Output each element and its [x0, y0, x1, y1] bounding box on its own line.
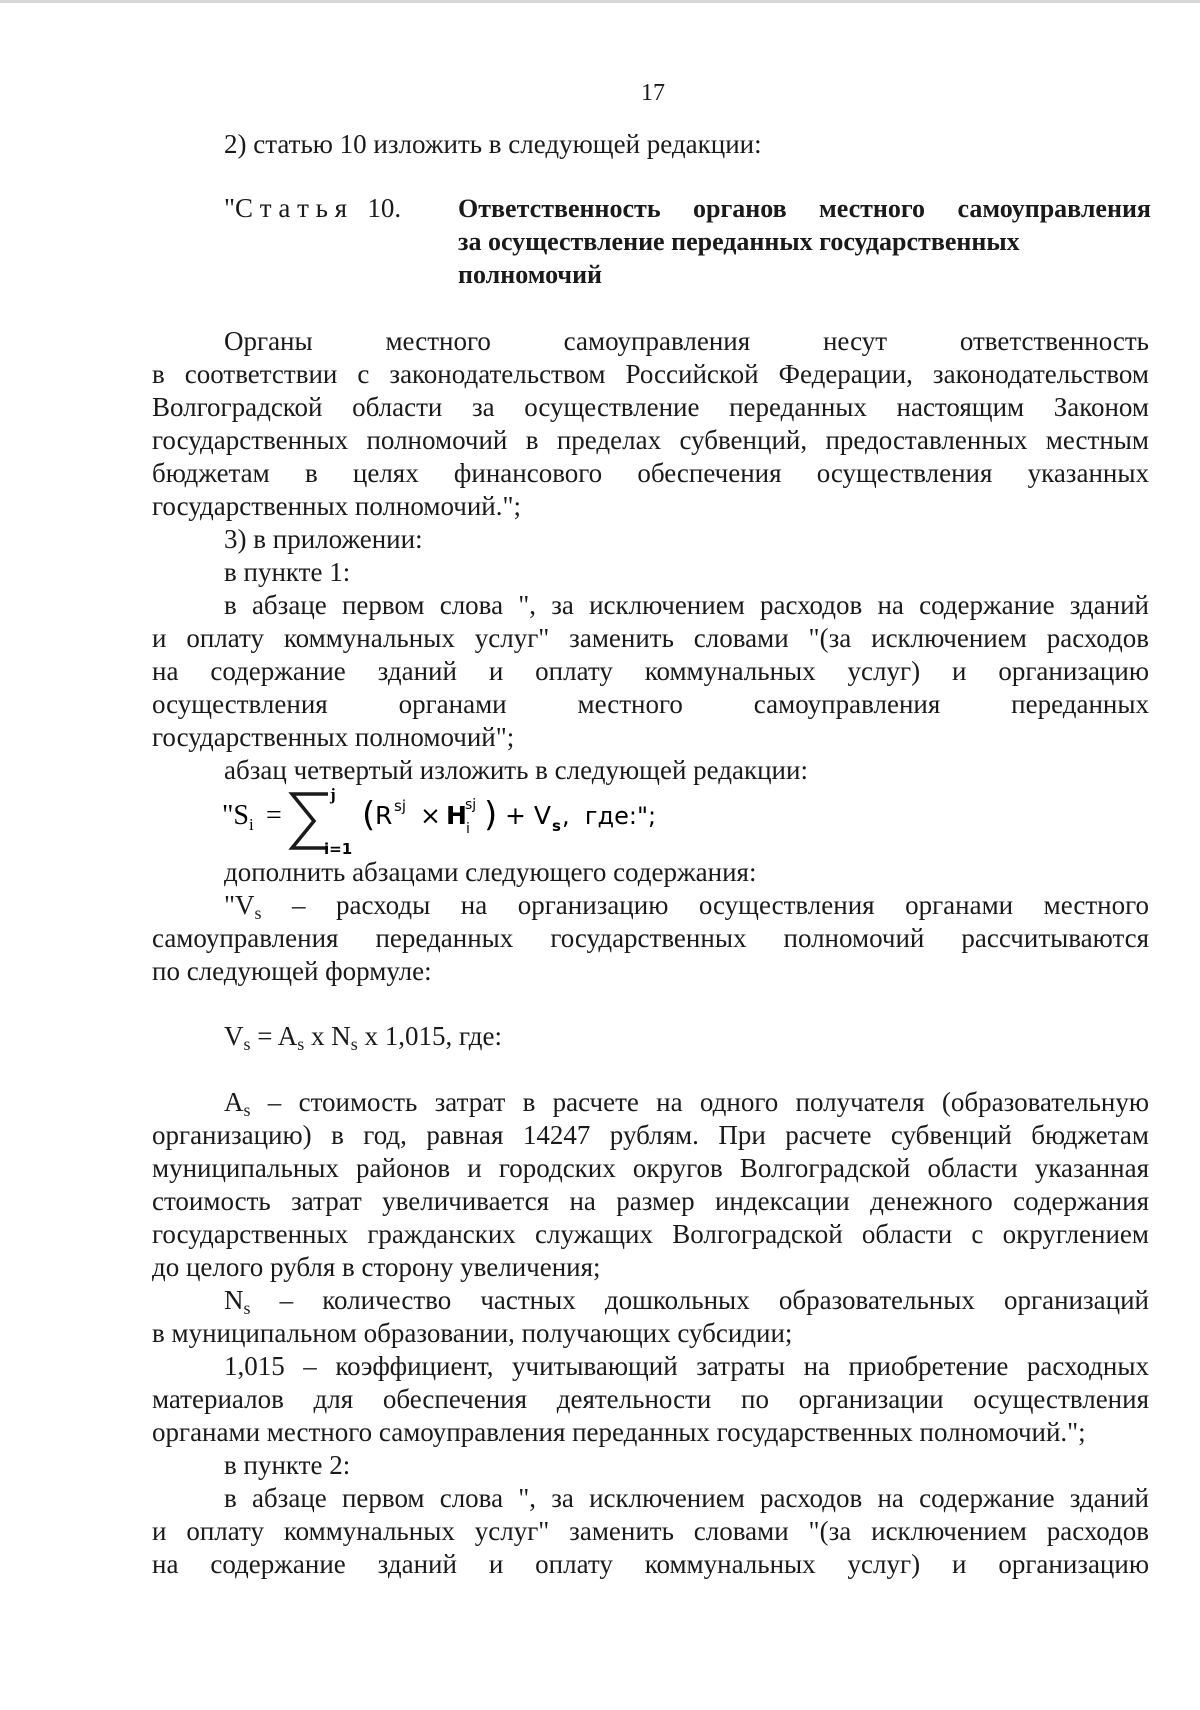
formula-paren-open: (: [362, 795, 376, 835]
sum-formula: [222, 786, 722, 856]
text-line: бюджетам в целях финансового обеспечения осуществления указанных: [152, 458, 1149, 488]
text-line: 2) статью 10 изложить в следующей редакции:: [224, 129, 762, 159]
formula-vs-sub: s: [243, 1034, 251, 1054]
formula-paren-close: ): [484, 795, 498, 835]
text-line: по следующей формуле:: [152, 956, 432, 986]
text-line: стоимость затрат увеличивается на размер индексации денежного содержания: [152, 1186, 1149, 1216]
sum-formula-svg: [222, 786, 722, 856]
formula-r: R: [375, 801, 393, 830]
text-line: осуществления органами местного самоуправления переданных: [152, 689, 1149, 719]
article-label: "С т а т ь я 10.: [224, 193, 402, 223]
text-line: в пункте 1:: [224, 557, 351, 587]
formula-h-sup: sj: [465, 797, 477, 813]
page-number: 17: [641, 80, 665, 106]
formula-equals: =: [266, 800, 282, 831]
article-heading-line: за осуществление переданных государственных: [458, 227, 1020, 256]
text-line: муниципальных районов и городских округов Волгоградской области указанная: [152, 1153, 1149, 1183]
vs-text: – расходы на организацию осуществления органами местного: [261, 890, 1149, 920]
text-line: и оплату коммунальных услуг" заменить словами "(за исключением расходов: [152, 623, 1149, 653]
formula-vs-x: x N: [304, 1021, 351, 1051]
formula-ns-sub: s: [350, 1034, 358, 1054]
sum-lower-limit: i=1: [324, 840, 353, 858]
ns-symbol: N: [224, 1285, 244, 1315]
formula-s: "S: [222, 800, 250, 831]
text-line: материалов для обеспечения деятельности по организации осуществления: [152, 1384, 1149, 1414]
text-line: организацию) в год, равная 14247 рублям. При расчете субвенций бюджетам: [152, 1120, 1149, 1150]
text-line: в абзаце первом слова ", за исключением расходов на содержание зданий: [224, 1483, 1149, 1513]
text-line: государственных полномочий в пределах субвенций, предоставленных местным: [152, 425, 1149, 455]
formula-plus-v: + V: [505, 801, 551, 830]
formula-times: ×: [420, 801, 441, 830]
formula-v-sub: s: [552, 817, 561, 835]
text-line: органами местного самоуправления переданных государственных полномочий.";: [152, 1417, 1086, 1447]
text-line: 3) в приложении:: [224, 524, 423, 554]
text-line: и оплату коммунальных услуг" заменить словами "(за исключением расходов: [152, 1516, 1149, 1546]
text-line: в соответствии с законодательством Российской Федерации, законодательством: [152, 359, 1149, 389]
text-line: государственных полномочий.";: [152, 491, 522, 521]
article-heading-line: Ответственность органов местного самоуправления: [458, 194, 1151, 223]
text-line: в муниципальном образовании, получающих субсидии;: [152, 1318, 793, 1348]
formula-as-sub: s: [297, 1034, 305, 1054]
article-heading-line: полномочий: [458, 260, 603, 289]
formula-h: H: [446, 801, 467, 830]
formula-tail: , где:";: [562, 802, 657, 830]
ns-text: – количество частных дошкольных образовательных организаций: [250, 1285, 1149, 1315]
formula-vs-eq: = A: [250, 1021, 298, 1051]
as-subscript: s: [243, 1100, 251, 1120]
vs-subscript: s: [254, 903, 262, 923]
text-line: государственных полномочий";: [152, 722, 515, 752]
text-line: абзац четвертый изложить в следующей редакции:: [224, 755, 808, 785]
text-line: Волгоградской области за осуществление переданных настоящим Законом: [152, 392, 1149, 422]
text-line: в пункте 2:: [224, 1450, 351, 1480]
vs-symbol: "V: [224, 890, 255, 920]
text-line: на содержание зданий и оплату коммунальных услуг) и организацию: [152, 656, 1149, 686]
text-line: в абзаце первом слова ", за исключением расходов на содержание зданий: [224, 590, 1149, 620]
sum-upper-limit: j: [330, 785, 336, 804]
text-line: государственных гражданских служащих Волгоградской области с округлением: [152, 1219, 1149, 1249]
ns-subscript: s: [243, 1298, 251, 1318]
formula-vs-v: V: [224, 1021, 244, 1051]
formula-vs: [224, 1020, 1149, 1060]
formula-vs-end: x 1,015, где:: [357, 1021, 502, 1051]
formula-h-sub: i: [466, 821, 470, 837]
formula-s-sub: i: [249, 815, 254, 834]
formula-r-sup: sj: [394, 797, 406, 815]
text-line: Органы местного самоуправления несут ответственность: [224, 326, 1149, 356]
text-line: дополнить абзацами следующего содержания:: [224, 857, 757, 887]
scan-edge: [0, 0, 1200, 3]
text-line: самоуправления переданных государственных полномочий рассчитываются: [152, 923, 1149, 953]
text-line: на содержание зданий и оплату коммунальных услуг) и организацию: [152, 1549, 1149, 1579]
text-line: 1,015 – коэффициент, учитывающий затраты на приобретение расходных: [224, 1351, 1149, 1381]
text-line: до целого рубля в сторону увеличения;: [152, 1252, 601, 1282]
as-symbol: A: [224, 1087, 244, 1117]
as-text: – стоимость затрат в расчете на одного получателя (образовательную: [250, 1087, 1149, 1117]
sigma-symbol: [292, 794, 328, 848]
